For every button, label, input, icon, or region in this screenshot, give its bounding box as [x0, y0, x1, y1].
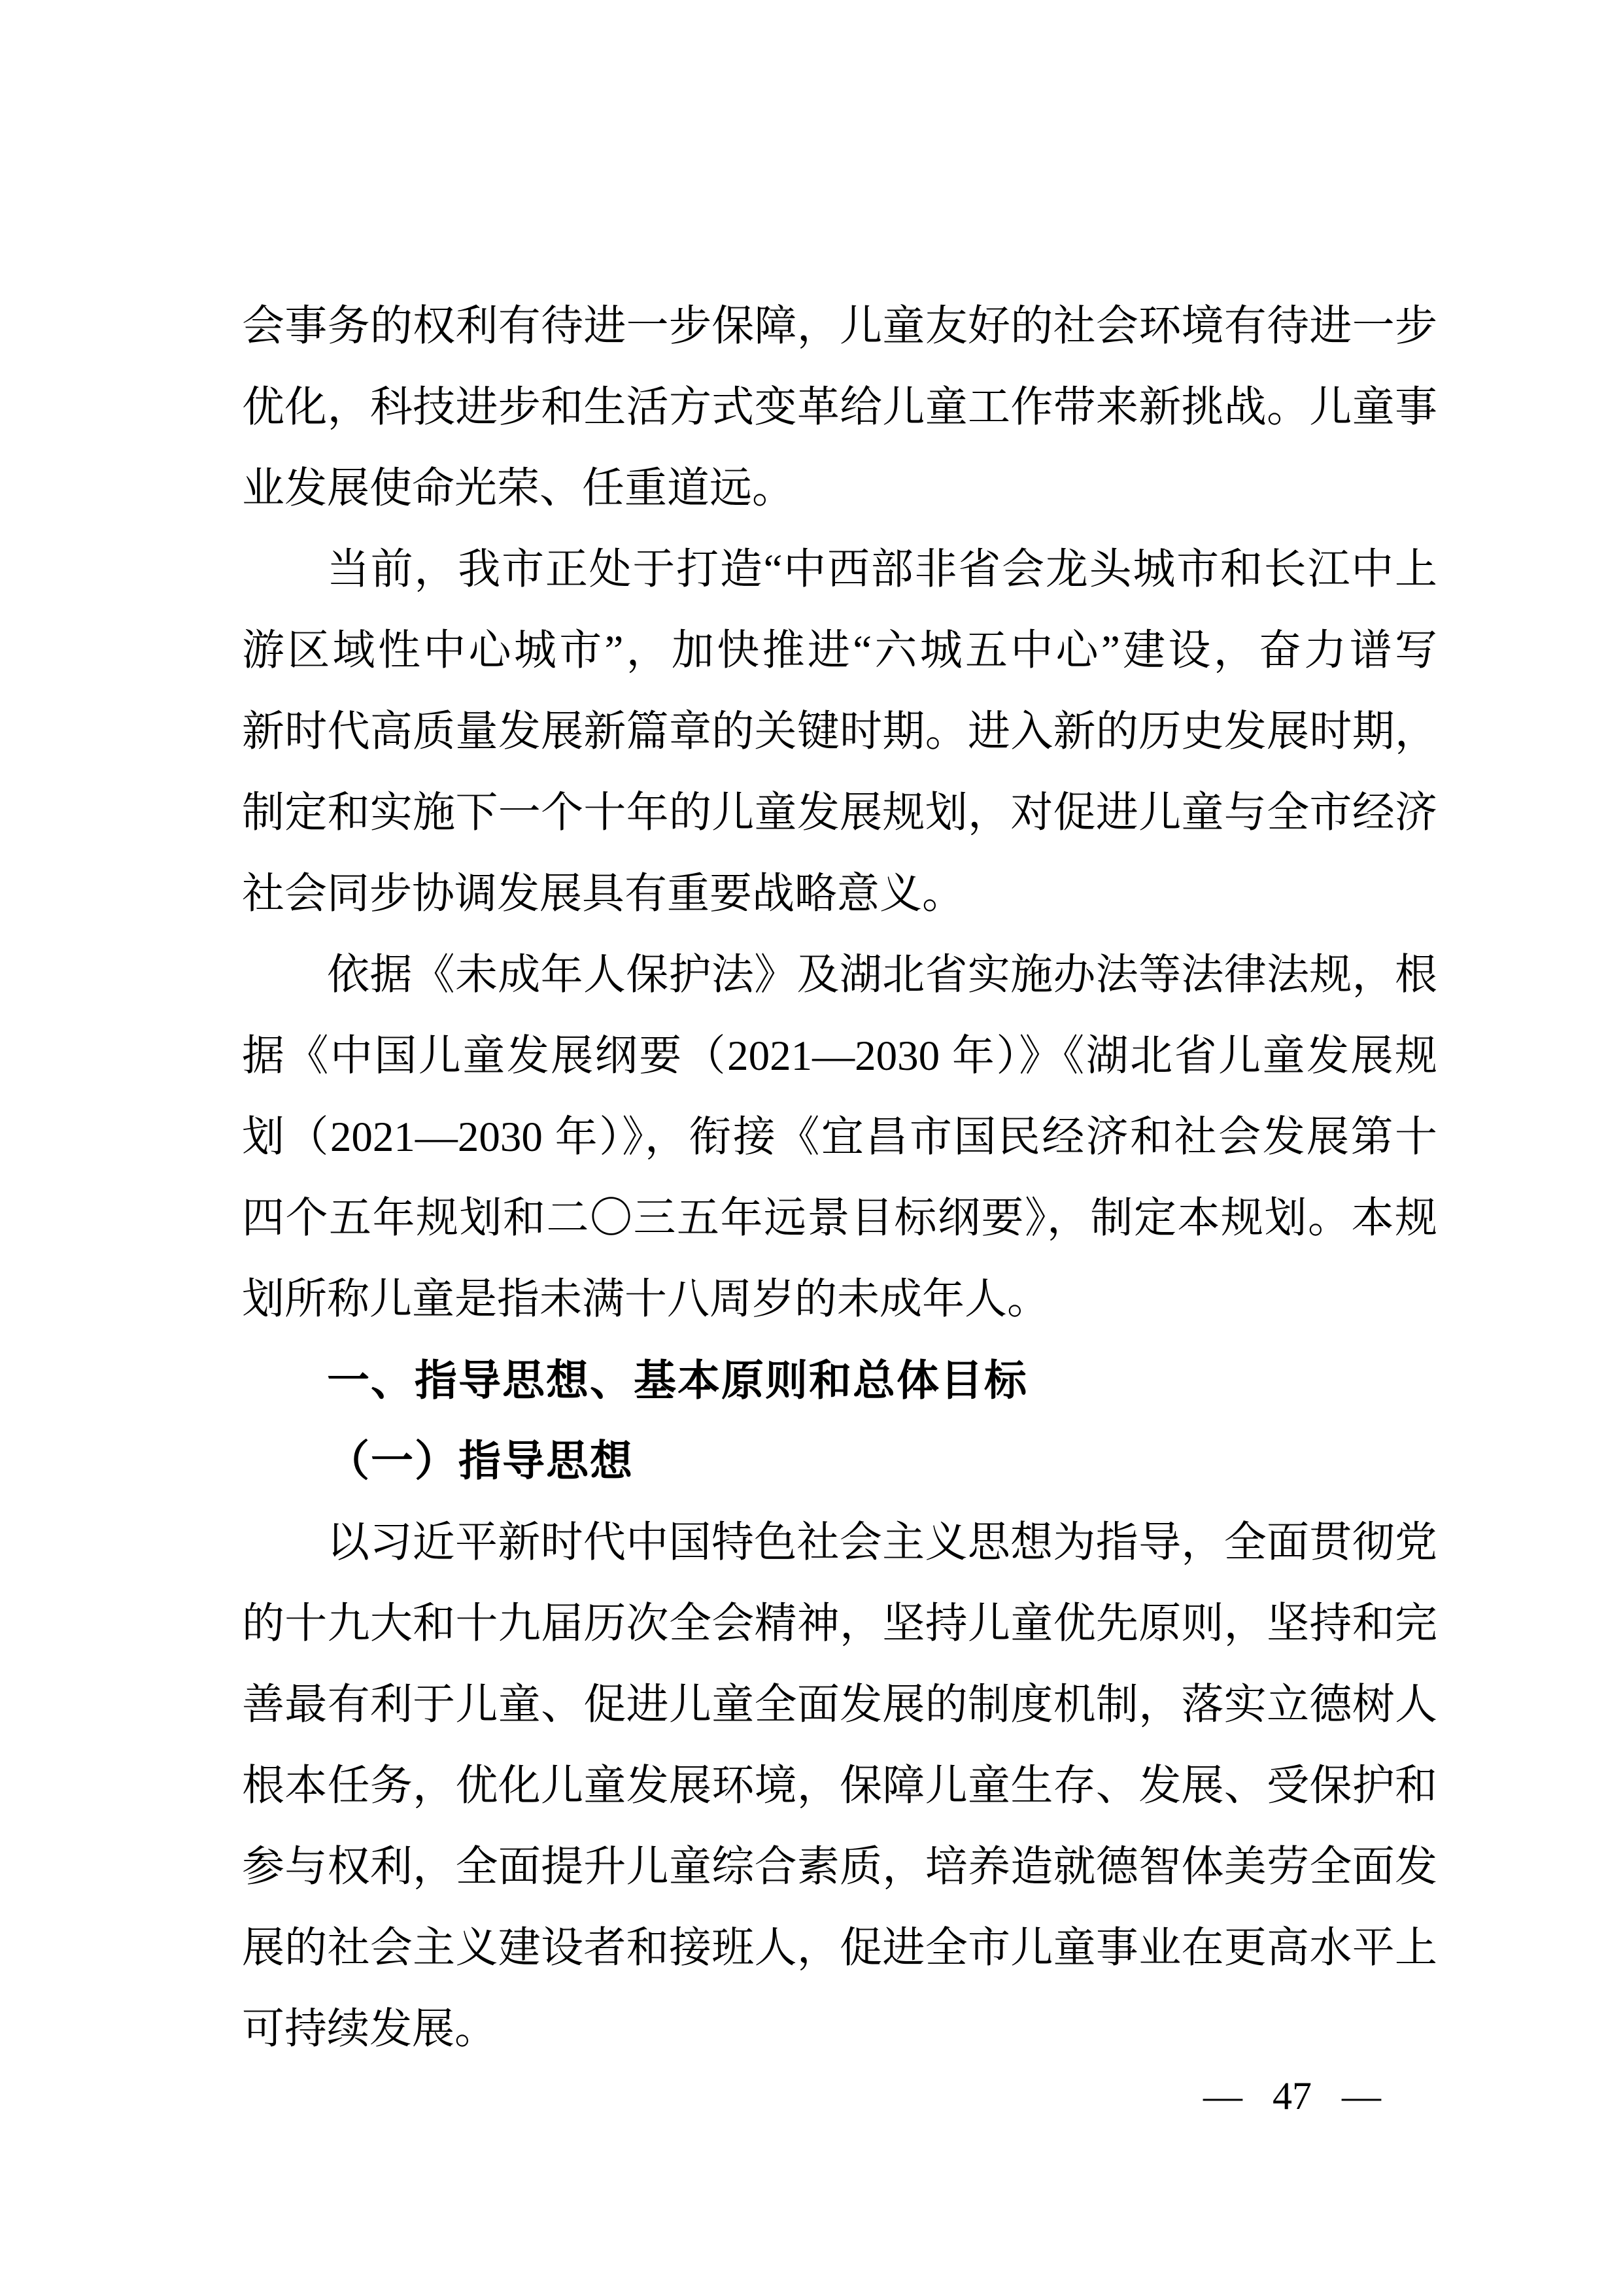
document-body	[242, 286, 1437, 2070]
text-line: 新时代高质量发展新篇章的关键时期。进入新的历史发展时期，	[242, 708, 1437, 755]
text-line: 会事务的权利有待进一步保障，儿童友好的社会环境有待进一步	[242, 303, 1437, 350]
text-line: 根本任务，优化儿童发展环境，保障儿童生存、发展、受保护和	[242, 1762, 1437, 1809]
text-line: 以习近平新时代中国特色社会主义思想为指导，全面贯彻党	[327, 1519, 1437, 1566]
text-line: 游区域性中心城市”，加快推进“六城五中心”建设，奋力谱写	[242, 627, 1437, 674]
text-line: 善最有利于儿童、促进儿童全面发展的制度机制，落实立德树人	[242, 1681, 1437, 1728]
section-heading: 一、指导思想、基本原则和总体目标	[327, 1356, 1029, 1404]
text-line: 参与权利，全面提升儿童综合素质，培养造就德智体美劳全面发	[242, 1843, 1437, 1891]
page-number-dash-left: —	[1203, 2074, 1242, 2117]
text-line: 四个五年规划和二〇三五年远景目标纲要》，制定本规划。本规	[242, 1195, 1437, 1242]
text-line: 展的社会主义建设者和接班人，促进全市儿童事业在更高水平上	[242, 1925, 1437, 1972]
text-line: 业发展使命光荣、任重道远。	[242, 465, 795, 512]
text-line: 的十九大和十九届历次全会精神，坚持儿童优先原则，坚持和完	[242, 1600, 1437, 1647]
page-number-dash-right: —	[1342, 2074, 1381, 2117]
text-line: 可持续发展。	[242, 2006, 498, 2053]
text-line: 当前，我市正处于打造“中西部非省会龙头城市和长江中上	[327, 546, 1437, 593]
text-line: 划所称儿童是指未满十八周岁的未成年人。	[242, 1276, 1050, 1323]
page-number	[1203, 2076, 1381, 2116]
text-line: 制定和实施下一个十年的儿童发展规划，对促进儿童与全市经济	[242, 789, 1437, 836]
subsection-heading: （一）指导思想	[327, 1438, 634, 1485]
text-line: 划（2021—2030 年）》，衔接《宜昌市国民经济和社会发展第十	[242, 1114, 1437, 1161]
text-line: 优化，科技进步和生活方式变革给儿童工作带来新挑战。儿童事	[242, 384, 1437, 431]
text-line: 依据《未成年人保护法》及湖北省实施办法等法律法规，根	[327, 951, 1437, 999]
text-line: 据《中国儿童发展纲要（2021—2030 年）》《湖北省儿童发展规	[242, 1033, 1437, 1080]
text-line: 社会同步协调发展具有重要战略意义。	[242, 870, 965, 917]
page-number-value: 47	[1273, 2074, 1312, 2117]
